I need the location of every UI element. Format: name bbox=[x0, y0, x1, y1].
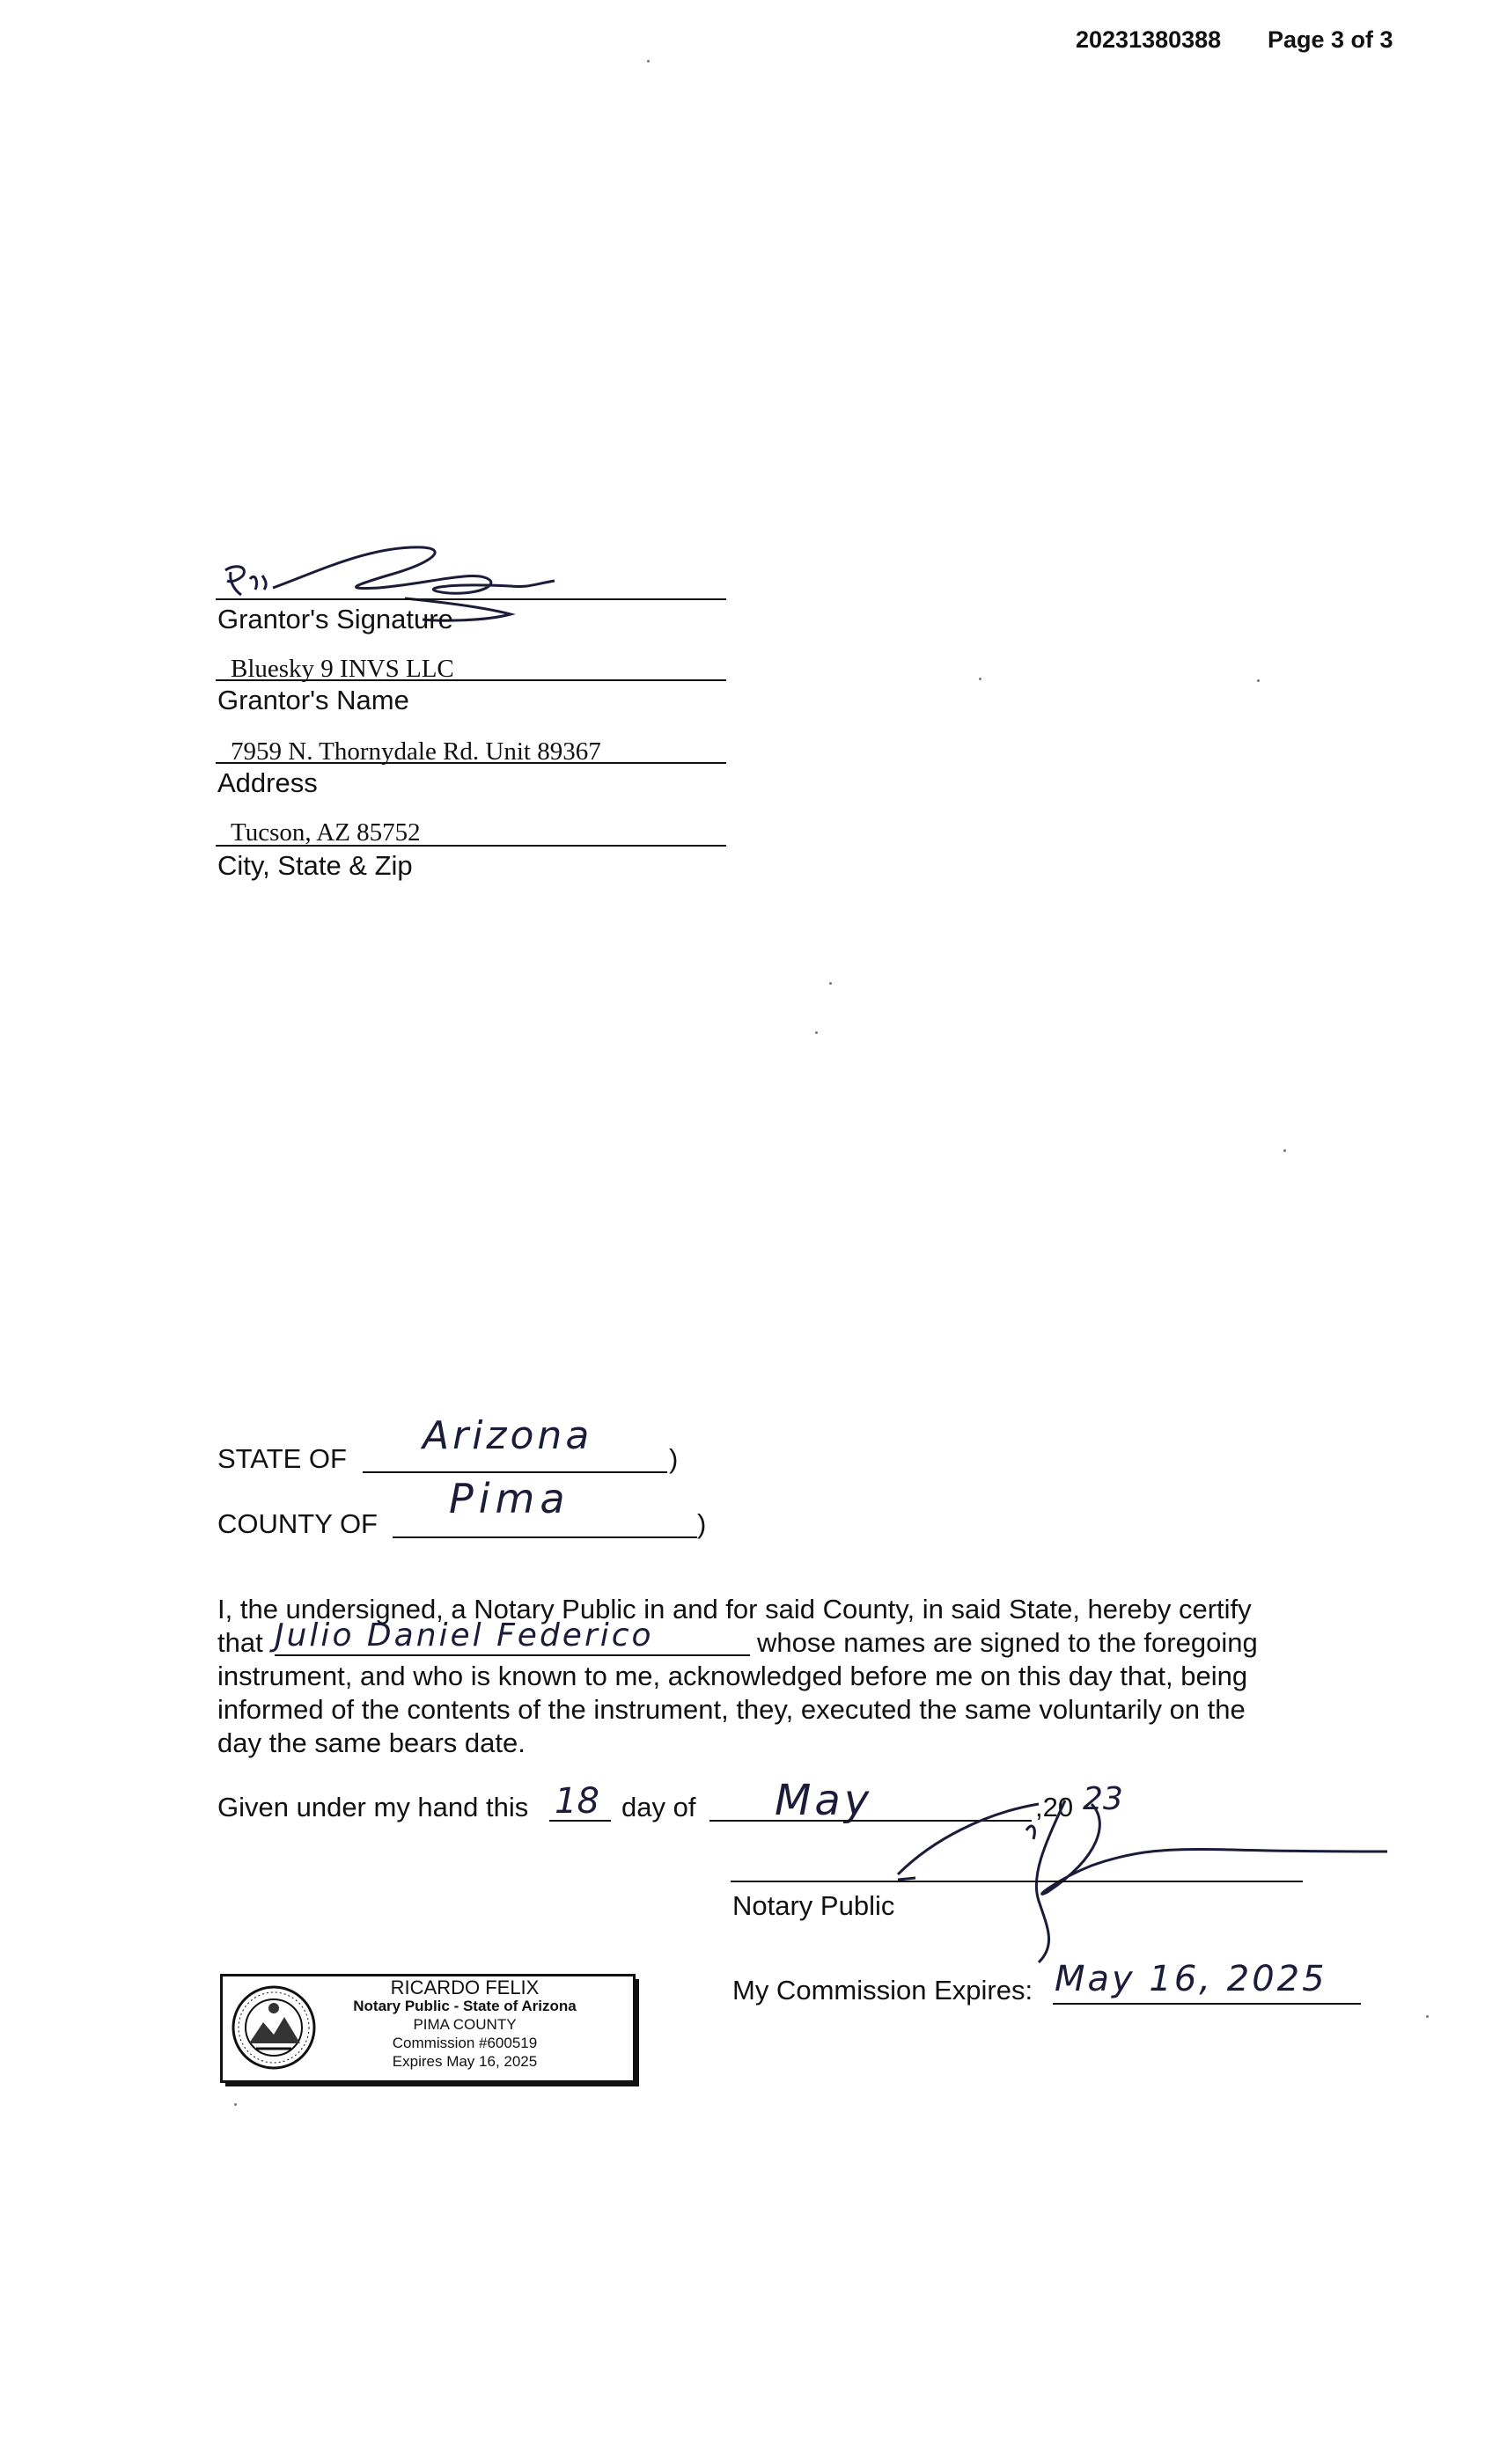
grantor-name-value: Bluesky 9 INVS LLC bbox=[231, 655, 454, 683]
seal-commission: Commission #600519 bbox=[392, 2035, 538, 2051]
address-value: 7959 N. Thornydale Rd. Unit 89367 bbox=[231, 737, 601, 766]
ack-line-5: day the same bears date. bbox=[217, 1727, 526, 1758]
scan-speck bbox=[815, 1031, 818, 1034]
day-value: 18 bbox=[555, 1781, 599, 1822]
ack-that: that bbox=[217, 1627, 263, 1658]
year-comma: , bbox=[1035, 1792, 1043, 1822]
ack-line-3: instrument, and who is known to me, acknowledged before me on this day that, being bbox=[217, 1661, 1248, 1691]
address-line bbox=[216, 762, 726, 764]
scan-speck bbox=[1257, 679, 1260, 682]
seal-title: Notary Public - State of Arizona bbox=[353, 1998, 577, 2014]
scan-speck bbox=[647, 60, 650, 62]
notary-signature bbox=[880, 1769, 1400, 1971]
commission-label: My Commission Expires: bbox=[732, 1975, 1033, 2006]
county-paren: ) bbox=[697, 1508, 707, 1539]
given-label: Given under my hand this bbox=[217, 1792, 529, 1822]
grantor-name-label: Grantor's Name bbox=[217, 685, 409, 715]
month-value: May bbox=[775, 1776, 873, 1825]
county-label: COUNTY OF bbox=[217, 1508, 378, 1539]
document-number: 20231380388 bbox=[1076, 26, 1222, 53]
scan-speck bbox=[234, 2103, 237, 2106]
grantor-signature-label: Grantor's Signature bbox=[217, 604, 453, 634]
signer-name: Julio Daniel Federico bbox=[275, 1617, 654, 1654]
scan-speck bbox=[979, 678, 981, 680]
seal-text bbox=[302, 1978, 628, 2071]
year-value: 23 bbox=[1083, 1781, 1123, 1817]
day-line bbox=[549, 1820, 611, 1822]
grantor-name-line bbox=[216, 679, 726, 681]
address-label: Address bbox=[217, 767, 318, 798]
ack-line-2-rest: whose names are signed to the foregoing bbox=[757, 1627, 1258, 1658]
ack-line-4: informed of the contents of the instrument, they, executed the same voluntarily on the bbox=[217, 1694, 1246, 1725]
page-indicator: Page 3 of 3 bbox=[1268, 26, 1393, 53]
signature-line bbox=[216, 598, 726, 600]
commission-line bbox=[1053, 2003, 1361, 2005]
city-label: City, State & Zip bbox=[217, 850, 413, 881]
state-value: Arizona bbox=[423, 1413, 593, 1458]
state-label: STATE OF bbox=[217, 1443, 347, 1474]
city-value: Tucson, AZ 85752 bbox=[231, 818, 421, 847]
day-of-label: day of bbox=[621, 1792, 696, 1822]
state-paren: ) bbox=[669, 1443, 679, 1474]
ack-line-1: I, the undersigned, a Notary Public in and for said County, in said State, hereby certify bbox=[217, 1594, 1252, 1624]
scan-speck bbox=[1426, 2015, 1429, 2018]
scan-speck bbox=[829, 982, 832, 985]
commission-value: May 16, 2025 bbox=[1055, 1959, 1327, 1999]
county-value: Pima bbox=[449, 1475, 570, 1522]
notary-public-line bbox=[731, 1881, 1303, 1882]
county-line bbox=[393, 1536, 697, 1538]
seal-expires: Expires May 16, 2025 bbox=[392, 2053, 538, 2070]
notary-public-label: Notary Public bbox=[732, 1890, 895, 1921]
notary-seal bbox=[220, 1974, 636, 2083]
seal-county: PIMA COUNTY bbox=[413, 2016, 517, 2033]
city-line bbox=[216, 845, 726, 847]
signer-name-line bbox=[275, 1654, 750, 1656]
scan-speck bbox=[1283, 1149, 1286, 1152]
seal-notary-name: RICARDO FELIX bbox=[390, 1976, 540, 1998]
year-prefix-text: 20 bbox=[1042, 1792, 1074, 1822]
state-line bbox=[363, 1471, 667, 1473]
